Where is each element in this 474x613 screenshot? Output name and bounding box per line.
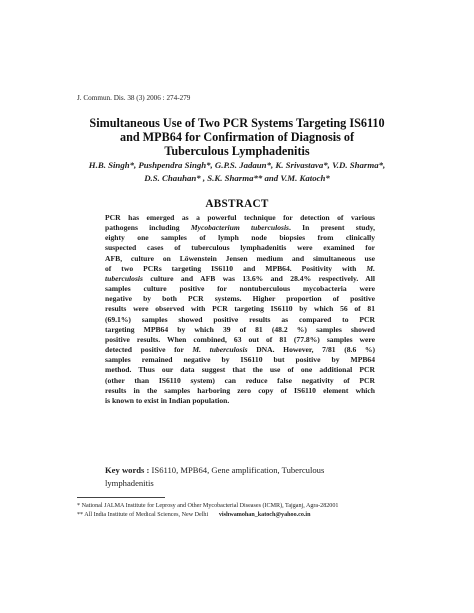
abstract-line: method. Thus our data suggest that the use of one additional PCR <box>105 365 375 375</box>
abstract-line: suspected cases of tuberculous lymphadenitis were examined for <box>105 243 375 253</box>
abstract-line: is known to exist in Indian population. <box>105 395 230 405</box>
footnote-divider <box>77 497 165 498</box>
italic-term: tuberculosis <box>105 273 143 283</box>
abstract-line: pathogens including Mycobacterium tuberculosis. In present study, <box>105 223 375 233</box>
author-line: H.B. Singh*, Pushpendra Singh*, G.P.S. Jadaun*, K. Srivastava*, V.D. Sharma*, <box>88 160 386 170</box>
abstract-line: AFB, culture on Löwenstein Jensen medium and simultaneous use <box>105 253 375 263</box>
footnote-affiliation-1: * National JALMA Institute for Leprosy and Other Mycobacterial Diseases (ICMR), Tajganj, Agra-282001 <box>77 503 339 509</box>
italic-term: Mycobacterium tuberculosis <box>190 223 290 233</box>
author-list <box>40 159 434 184</box>
footnote-affiliation-2-text: ** All India Institute of Medical Sciences, New Delhi <box>77 511 209 518</box>
italic-term: M. <box>366 263 375 273</box>
abstract-line: samples remained negative by IS6110 but positive by MPB64 <box>105 355 375 365</box>
abstract-line: positive results. When combined, 63 out of 81 (77.8%) samples were <box>105 334 375 344</box>
keywords-label: Key words : <box>105 465 150 475</box>
italic-term: M. tuberculosis <box>192 345 248 355</box>
abstract-line: results in the samples harboring zero copy of IS6110 element which <box>105 385 375 395</box>
author-email-link[interactable]: vishwamohan_katoch@yahoo.co.in <box>218 511 311 518</box>
keywords <box>105 464 355 489</box>
abstract-line: negative by both PCR systems. Higher proportion of positive <box>105 294 375 304</box>
abstract-heading: ABSTRACT <box>205 198 269 210</box>
abstract-body <box>105 213 375 406</box>
abstract-line: PCR has emerged as a powerful technique for detection of various <box>105 213 375 222</box>
title-line: and MPB64 for Confirmation of Diagnosis of <box>119 130 355 144</box>
abstract-line: tuberculosis culture and AFB was 13.6% and 28.4% respectively. All <box>105 273 375 283</box>
abstract-line: results were observed with PCR targeting IS6110 by which 56 of 81 <box>105 304 375 314</box>
author-line: D.S. Chauhan* , S.K. Sharma** and V.M. Katoch* <box>144 172 330 183</box>
footnote-affiliation-2 <box>77 511 407 520</box>
abstract-line: of two PCRs targeting IS6110 and MPB64. Positivity with M. <box>105 263 375 273</box>
abstract-line: eighty one samples of lymph node biopsies from clinically <box>105 233 375 243</box>
keywords-text: IS6110, MPB64, Gene amplification, Tuberculous <box>149 465 325 475</box>
abstract-line: (69.1%) samples showed positive results as compared to PCR <box>105 314 375 324</box>
journal-reference: J. Commun. Dis. 38 (3) 2006 : 274-279 <box>77 94 191 102</box>
abstract-line: samples culture positive for nontuberculous mycobacteria were <box>105 284 375 294</box>
keywords-text-cont: lymphadenitis <box>105 477 154 488</box>
title-line: Tuberculous Lymphadenitis <box>164 144 310 158</box>
abstract-line: targeting MPB64 by which 39 of 81 (48.2 %) samples showed <box>105 324 375 334</box>
abstract-line: (other than IS6110 system) can reduce false negativity of PCR <box>105 375 375 385</box>
footnotes <box>77 502 407 519</box>
paper-title <box>40 116 434 158</box>
abstract-line: detected positive for M. tuberculosis DNA. However, 7/81 (8.6 %) <box>105 345 375 355</box>
title-line: Simultaneous Use of Two PCR Systems Targeting IS6110 <box>89 116 385 130</box>
